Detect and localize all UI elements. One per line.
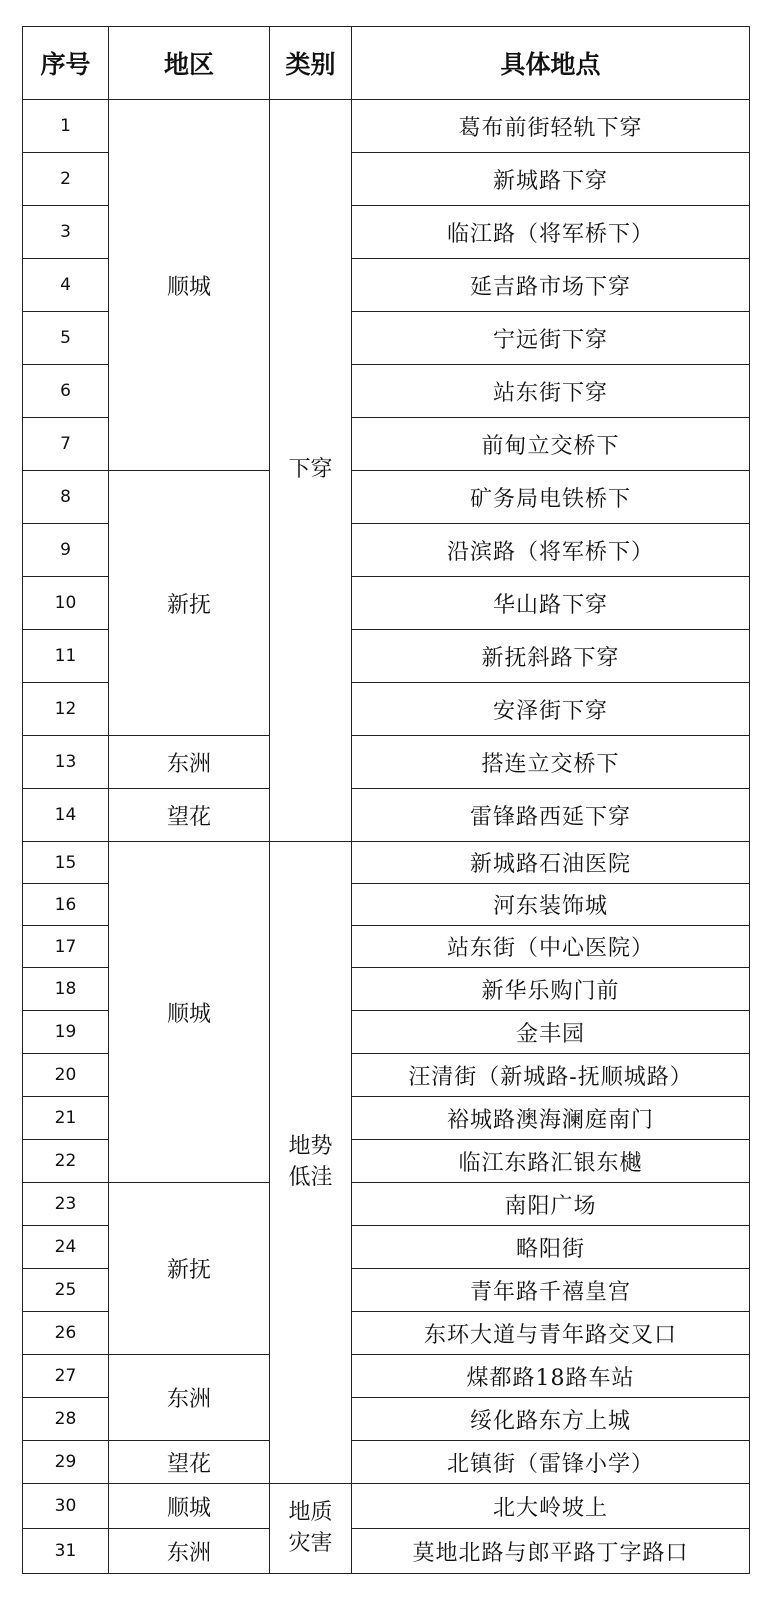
category-line: 地质 [288, 1499, 333, 1525]
table-row [23, 1529, 750, 1574]
location-cell: 略阳街 [352, 1226, 750, 1269]
row-number: 29 [23, 1441, 109, 1484]
header-region: 地区 [109, 27, 270, 100]
category-line: 下穿 [288, 457, 333, 483]
region-cell: 新抚 [109, 1183, 270, 1355]
row-number: 6 [23, 365, 109, 418]
row-number: 28 [23, 1398, 109, 1441]
row-number: 8 [23, 471, 109, 524]
location-cell: 汪清街（新城路-抚顺城路） [352, 1054, 750, 1097]
region-cell: 顺城 [109, 1484, 270, 1529]
region-cell: 新抚 [109, 471, 270, 736]
table-row [23, 789, 750, 842]
region-cell: 东洲 [109, 736, 270, 789]
region-cell: 东洲 [109, 1355, 270, 1441]
location-cell: 站东街下穿 [352, 365, 750, 418]
row-number: 7 [23, 418, 109, 471]
location-cell: 裕城路澳海澜庭南门 [352, 1097, 750, 1140]
row-number: 26 [23, 1312, 109, 1355]
table-row [23, 1183, 750, 1226]
row-number: 23 [23, 1183, 109, 1226]
category-line: 灾害 [288, 1530, 333, 1556]
row-number: 17 [23, 926, 109, 968]
header-category: 类别 [270, 27, 352, 100]
row-number: 24 [23, 1226, 109, 1269]
category-line: 地势 [288, 1133, 333, 1159]
row-number: 30 [23, 1484, 109, 1529]
location-cell: 站东街（中心医院） [352, 926, 750, 968]
row-number: 22 [23, 1140, 109, 1183]
location-cell: 雷锋路西延下穿 [352, 789, 750, 842]
category-cell [270, 1484, 352, 1574]
row-number: 3 [23, 206, 109, 259]
location-cell: 新华乐购门前 [352, 968, 750, 1011]
location-cell: 新城路下穿 [352, 153, 750, 206]
location-cell: 新城路石油医院 [352, 842, 750, 884]
region-cell: 望花 [109, 789, 270, 842]
location-cell: 新抚斜路下穿 [352, 630, 750, 683]
location-cell: 煤都路18路车站 [352, 1355, 750, 1398]
header-location: 具体地点 [352, 27, 750, 100]
row-number: 20 [23, 1054, 109, 1097]
location-cell: 安泽街下穿 [352, 683, 750, 736]
location-cell: 东环大道与青年路交叉口 [352, 1312, 750, 1355]
category-cell [270, 842, 352, 1484]
table-row [23, 1441, 750, 1484]
location-cell: 矿务局电铁桥下 [352, 471, 750, 524]
row-number: 9 [23, 524, 109, 577]
table-row [23, 1355, 750, 1398]
location-cell: 莫地北路与郎平路丁字路口 [352, 1529, 750, 1574]
location-cell: 前甸立交桥下 [352, 418, 750, 471]
location-cell: 绥化路东方上城 [352, 1398, 750, 1441]
location-cell: 延吉路市场下穿 [352, 259, 750, 312]
category-cell [270, 100, 352, 842]
row-number: 1 [23, 100, 109, 153]
location-cell: 北镇街（雷锋小学） [352, 1441, 750, 1484]
row-number: 25 [23, 1269, 109, 1312]
region-cell: 东洲 [109, 1529, 270, 1574]
row-number: 27 [23, 1355, 109, 1398]
row-number: 5 [23, 312, 109, 365]
row-number: 19 [23, 1011, 109, 1054]
location-cell: 青年路千禧皇宫 [352, 1269, 750, 1312]
location-cell: 金丰园 [352, 1011, 750, 1054]
location-cell: 河东装饰城 [352, 884, 750, 926]
table-row [23, 1484, 750, 1529]
row-number: 15 [23, 842, 109, 884]
row-number: 13 [23, 736, 109, 789]
location-cell: 搭连立交桥下 [352, 736, 750, 789]
row-number: 21 [23, 1097, 109, 1140]
header-no: 序号 [23, 27, 109, 100]
location-cell: 北大岭坡上 [352, 1484, 750, 1529]
table-row [23, 100, 750, 153]
row-number: 4 [23, 259, 109, 312]
row-number: 10 [23, 577, 109, 630]
table-row [23, 471, 750, 524]
location-cell: 宁远街下穿 [352, 312, 750, 365]
row-number: 16 [23, 884, 109, 926]
region-cell: 顺城 [109, 842, 270, 1183]
row-number: 14 [23, 789, 109, 842]
location-cell: 临江路（将军桥下） [352, 206, 750, 259]
region-cell: 望花 [109, 1441, 270, 1484]
table-row [23, 842, 750, 884]
row-number: 31 [23, 1529, 109, 1574]
flood-points-table [22, 26, 750, 1574]
location-cell: 南阳广场 [352, 1183, 750, 1226]
category-line: 低洼 [288, 1164, 333, 1190]
row-number: 11 [23, 630, 109, 683]
location-cell: 临江东路汇银东樾 [352, 1140, 750, 1183]
region-cell: 顺城 [109, 100, 270, 471]
location-cell: 葛布前街轻轨下穿 [352, 100, 750, 153]
location-cell: 华山路下穿 [352, 577, 750, 630]
row-number: 18 [23, 968, 109, 1011]
row-number: 12 [23, 683, 109, 736]
location-cell: 沿滨路（将军桥下） [352, 524, 750, 577]
header-row [23, 27, 750, 100]
table-row [23, 736, 750, 789]
row-number: 2 [23, 153, 109, 206]
